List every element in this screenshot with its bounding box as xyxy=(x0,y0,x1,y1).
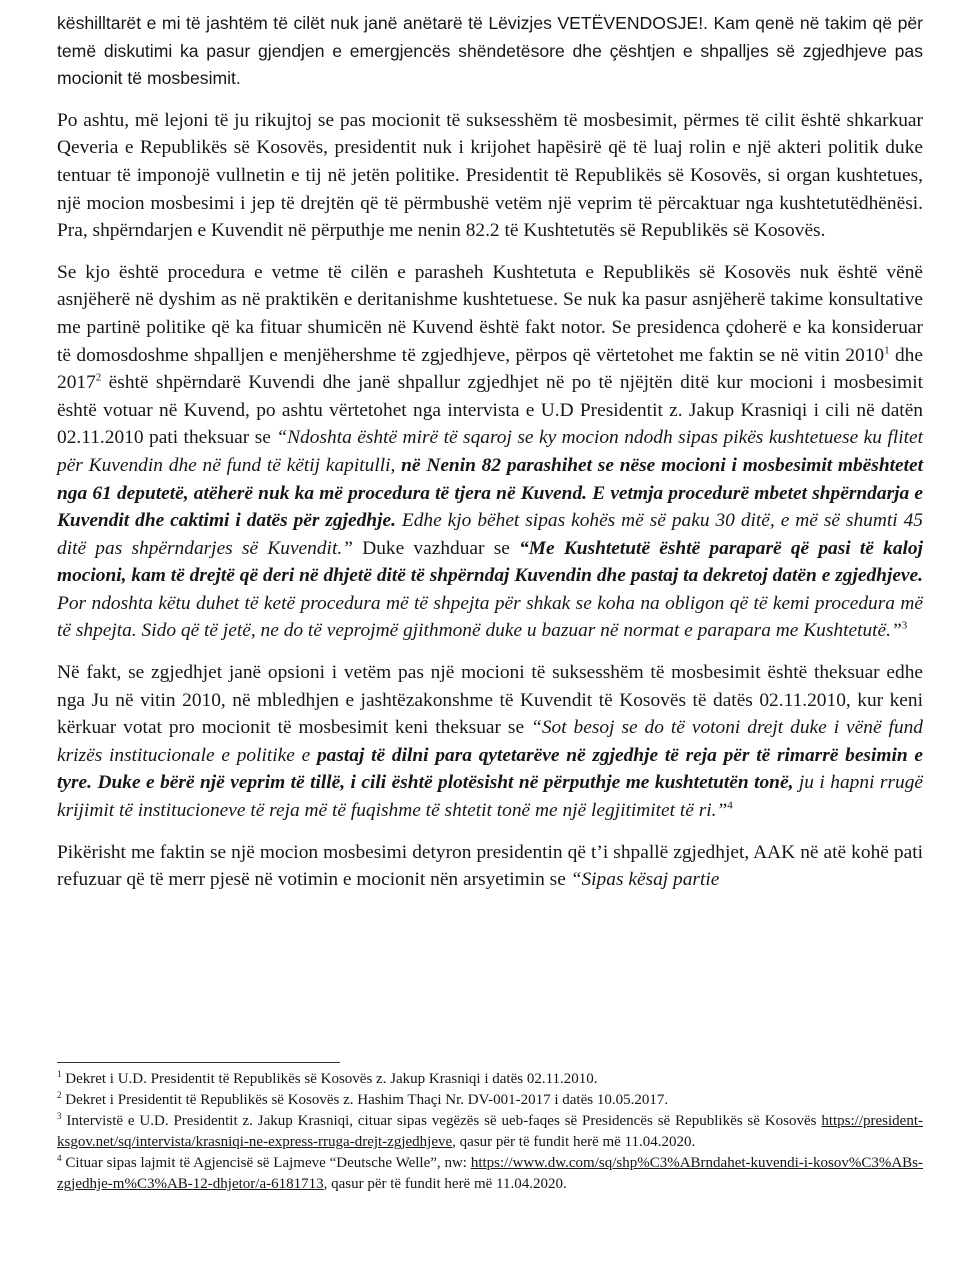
paragraph-text: Pikërisht me faktin se një mocion mosbesimi detyron presidentin që t’i shpallë zgjedhjet, AAK në atë kohë pati refuzuar që të merr pjesë në votimin e mocionit nën arsyetimin se xyxy=(57,841,923,891)
paragraph-text: Duke vazhduar se xyxy=(352,537,520,559)
paragraph-2 xyxy=(57,107,923,245)
footnote-number: 4 xyxy=(57,1153,62,1163)
paragraph-3 xyxy=(57,259,923,645)
paragraph-text: Në fakt, se zgjedhjet janë opsioni i vetëm pas një mocioni të suksesshëm të mosbesimit është theksuar edhe nga Ju në vitin 2010, në mbledhjen e jashtëzakonshme të Kuvendit të Kosovës të datës 02.11.2010, kur keni kërkuar votat pro mocionit të mosbesimit keni theksuar se xyxy=(57,662,923,739)
quote-italic: “Sipas kësaj partie xyxy=(570,869,720,891)
paragraph-text: është shpërndarë Kuvendi dhe janë shpallur zgjedhjet në po të njëjtën ditë kur mocioni i mosbesimit është votuar në Kuvend, po ashtu vërtetohet nga intervista e U.D Presidentit z. Jakup Krasniqi i cili në datën 02.11.2010 pati theksuar se xyxy=(57,372,923,449)
footnote-text: Dekret i Presidentit të Republikës së Kosovës z. Hashim Thaçi Nr. DV-001-2017 i datës 10.05.2017. xyxy=(61,1092,669,1108)
footnote-ref-2[interactable]: 2 xyxy=(95,371,102,384)
paragraph-text: këshilltarët e mi të jashtëm të cilët nuk janë anëtarë të Lëvizjes VETËVENDOSJE!. Kam qenë në takim që për temë diskutimi ka pasur gjendjen e emergjencës shëndetësore dhe çështjen e shpalljes së zgjedhjeve pas mocionit të mosbesimit. xyxy=(57,13,923,89)
footnote-link[interactable]: https://www.dw.com/sq/shp%C3%ABrndahet-kuvendi-i-kosov%C3%ABs-zgjedhje-m%C3%AB-12-dhjetor/a-6181713 xyxy=(57,1155,923,1192)
paragraph-4 xyxy=(57,659,923,825)
footnote-ref-3[interactable]: 3 xyxy=(901,620,908,632)
footnote-text: , qasur për të fundit herë më 11.04.2020. xyxy=(452,1134,696,1150)
paragraph-5 xyxy=(57,839,923,894)
footnote-4 xyxy=(57,1153,923,1195)
footnote-text: Intervistë e U.D. Presidentit z. Jakup Krasniqi, cituar sipas vegëzës së ueb-faqes së Presidencës së Republikës së Kosovës xyxy=(61,1113,822,1129)
quote-italic: ju i hapni rrugë krijimit të institucioneve të reja më të fuqishme të shtetit tonë me një legjitimitet të ri.” xyxy=(57,772,924,822)
footnote-text: Dekret i U.D. Presidentit të Republikës së Kosovës z. Jakup Krasniqi i datës 02.11.2010. xyxy=(61,1071,598,1087)
footnote-number: 1 xyxy=(57,1069,62,1079)
footnote-divider xyxy=(57,1062,340,1063)
paragraph-text: dhe 2017 xyxy=(57,344,923,394)
quote-bold-italic: në Nenin 82 parashihet se nëse mocioni i mosbesimit mbështetet nga 61 deputetë, atëherë nuk ka më procedura të tjera në Kuvend. E vetmja procedurë mbetet shpërndarja e Kuvendit dhe caktimi i datës për zgjedhje. xyxy=(57,454,923,532)
footnote-3 xyxy=(57,1111,923,1153)
footnote-2 xyxy=(57,1090,923,1111)
quote-italic: “Ndoshta është mirë të sqaroj se ky mocion ndodh sipas pikës kushtetuese ku flitet për Kuvendin dhe në fund të këtij kapitulli, xyxy=(57,427,923,476)
quote-italic: “Sot besoj se do të votoni drejt duke i vënë fund krizës institucionale e politike e xyxy=(57,717,923,766)
footnote-text: Cituar sipas lajmit të Agjencisë së Lajmeve “Deutsche Welle”, nw: xyxy=(61,1155,471,1171)
quote-bold-italic: “Me Kushtetutë është paraparë që pasi të kaloj mocioni, kam të drejtë që deri në dhjetë ditë të shpërndaj Kuvendin dhe pastaj ta dekretoj datën e zgjedhjeve. xyxy=(57,537,923,587)
footnote-ref-1[interactable]: 1 xyxy=(884,344,890,357)
quote-bold-italic: pastaj të dilni para qytetarëve në zgjedhje të reja për të rimarrë besimin e tyre. Duke e bërë një veprim të tillë, i cili është plotësisht në përputhje me kushtetutën tonë, xyxy=(57,744,923,794)
footnote-number: 3 xyxy=(57,1111,62,1121)
paragraph-text: Po ashtu, më lejoni të ju rikujtoj se pas mocionit të suksesshëm të mosbesimit, përmes të cilit është shkarkuar Qeveria e Republikës së Kosovës, presidentit nuk i krijohet hapësirë që të luaj rolin e një akteri politik duke tentuar të imponojë vullnetin e tij në jetën politike. Presidentit të Republikës së Kosovës, si organ kushtetues, një mocion mosbesimi i jep të drejtën që të përmbushë vetëm një veprim të përcaktuar nga kushtetutëdhënësi. Pra, shpërndarjen e Kuvendit në përputhje me nenin 82.2 të Kushtetutës së Republikës së Kosovës. xyxy=(57,109,923,242)
quote-italic: Por ndoshta këtu duhet të ketë procedura më të shpejta për shkak se koha na obligon që të kemi procedura më të shpejta. Sido që të jetë, ne do të veprojmë gjithmonë duke u bazuar në normat e parapara me Kushtetutë.” xyxy=(57,592,923,642)
footnote-1 xyxy=(57,1069,923,1090)
footnote-number: 2 xyxy=(57,1090,62,1100)
footnote-link[interactable]: https://president-ksgov.net/sq/intervista/krasniqi-ne-express-rruga-drejt-zgjedhjeve xyxy=(57,1113,923,1150)
footnotes xyxy=(57,1069,923,1195)
quote-italic: Edhe kjo bëhet sipas kohës më së paku 30 ditë, e më së shumti 45 ditë pas shpërndarjes së Kuvendit.” xyxy=(57,510,923,559)
paragraph-1 xyxy=(57,10,923,93)
paragraph-text: Se kjo është procedura e vetme të cilën e parasheh Kushtetuta e Republikës së Kosovës nuk është vënë asnjëherë në dyshim as në praktikën e deritanishme kushtetuese. Se nuk ka pasur asnjëherë takime konsultative me partinë politike që ka fituar shumicën në Kuvend është fakt notor. Se presidenca çdoherë e ka konsideruar të domosdoshme shpalljen e menjëhershme të zgjedhjeve, përpos që vërtetohet me faktin se në vitin 2010 xyxy=(57,261,923,366)
footnote-text: , qasur për të fundit herë më 11.04.2020. xyxy=(323,1176,567,1192)
footnote-ref-4[interactable]: 4 xyxy=(727,799,733,812)
